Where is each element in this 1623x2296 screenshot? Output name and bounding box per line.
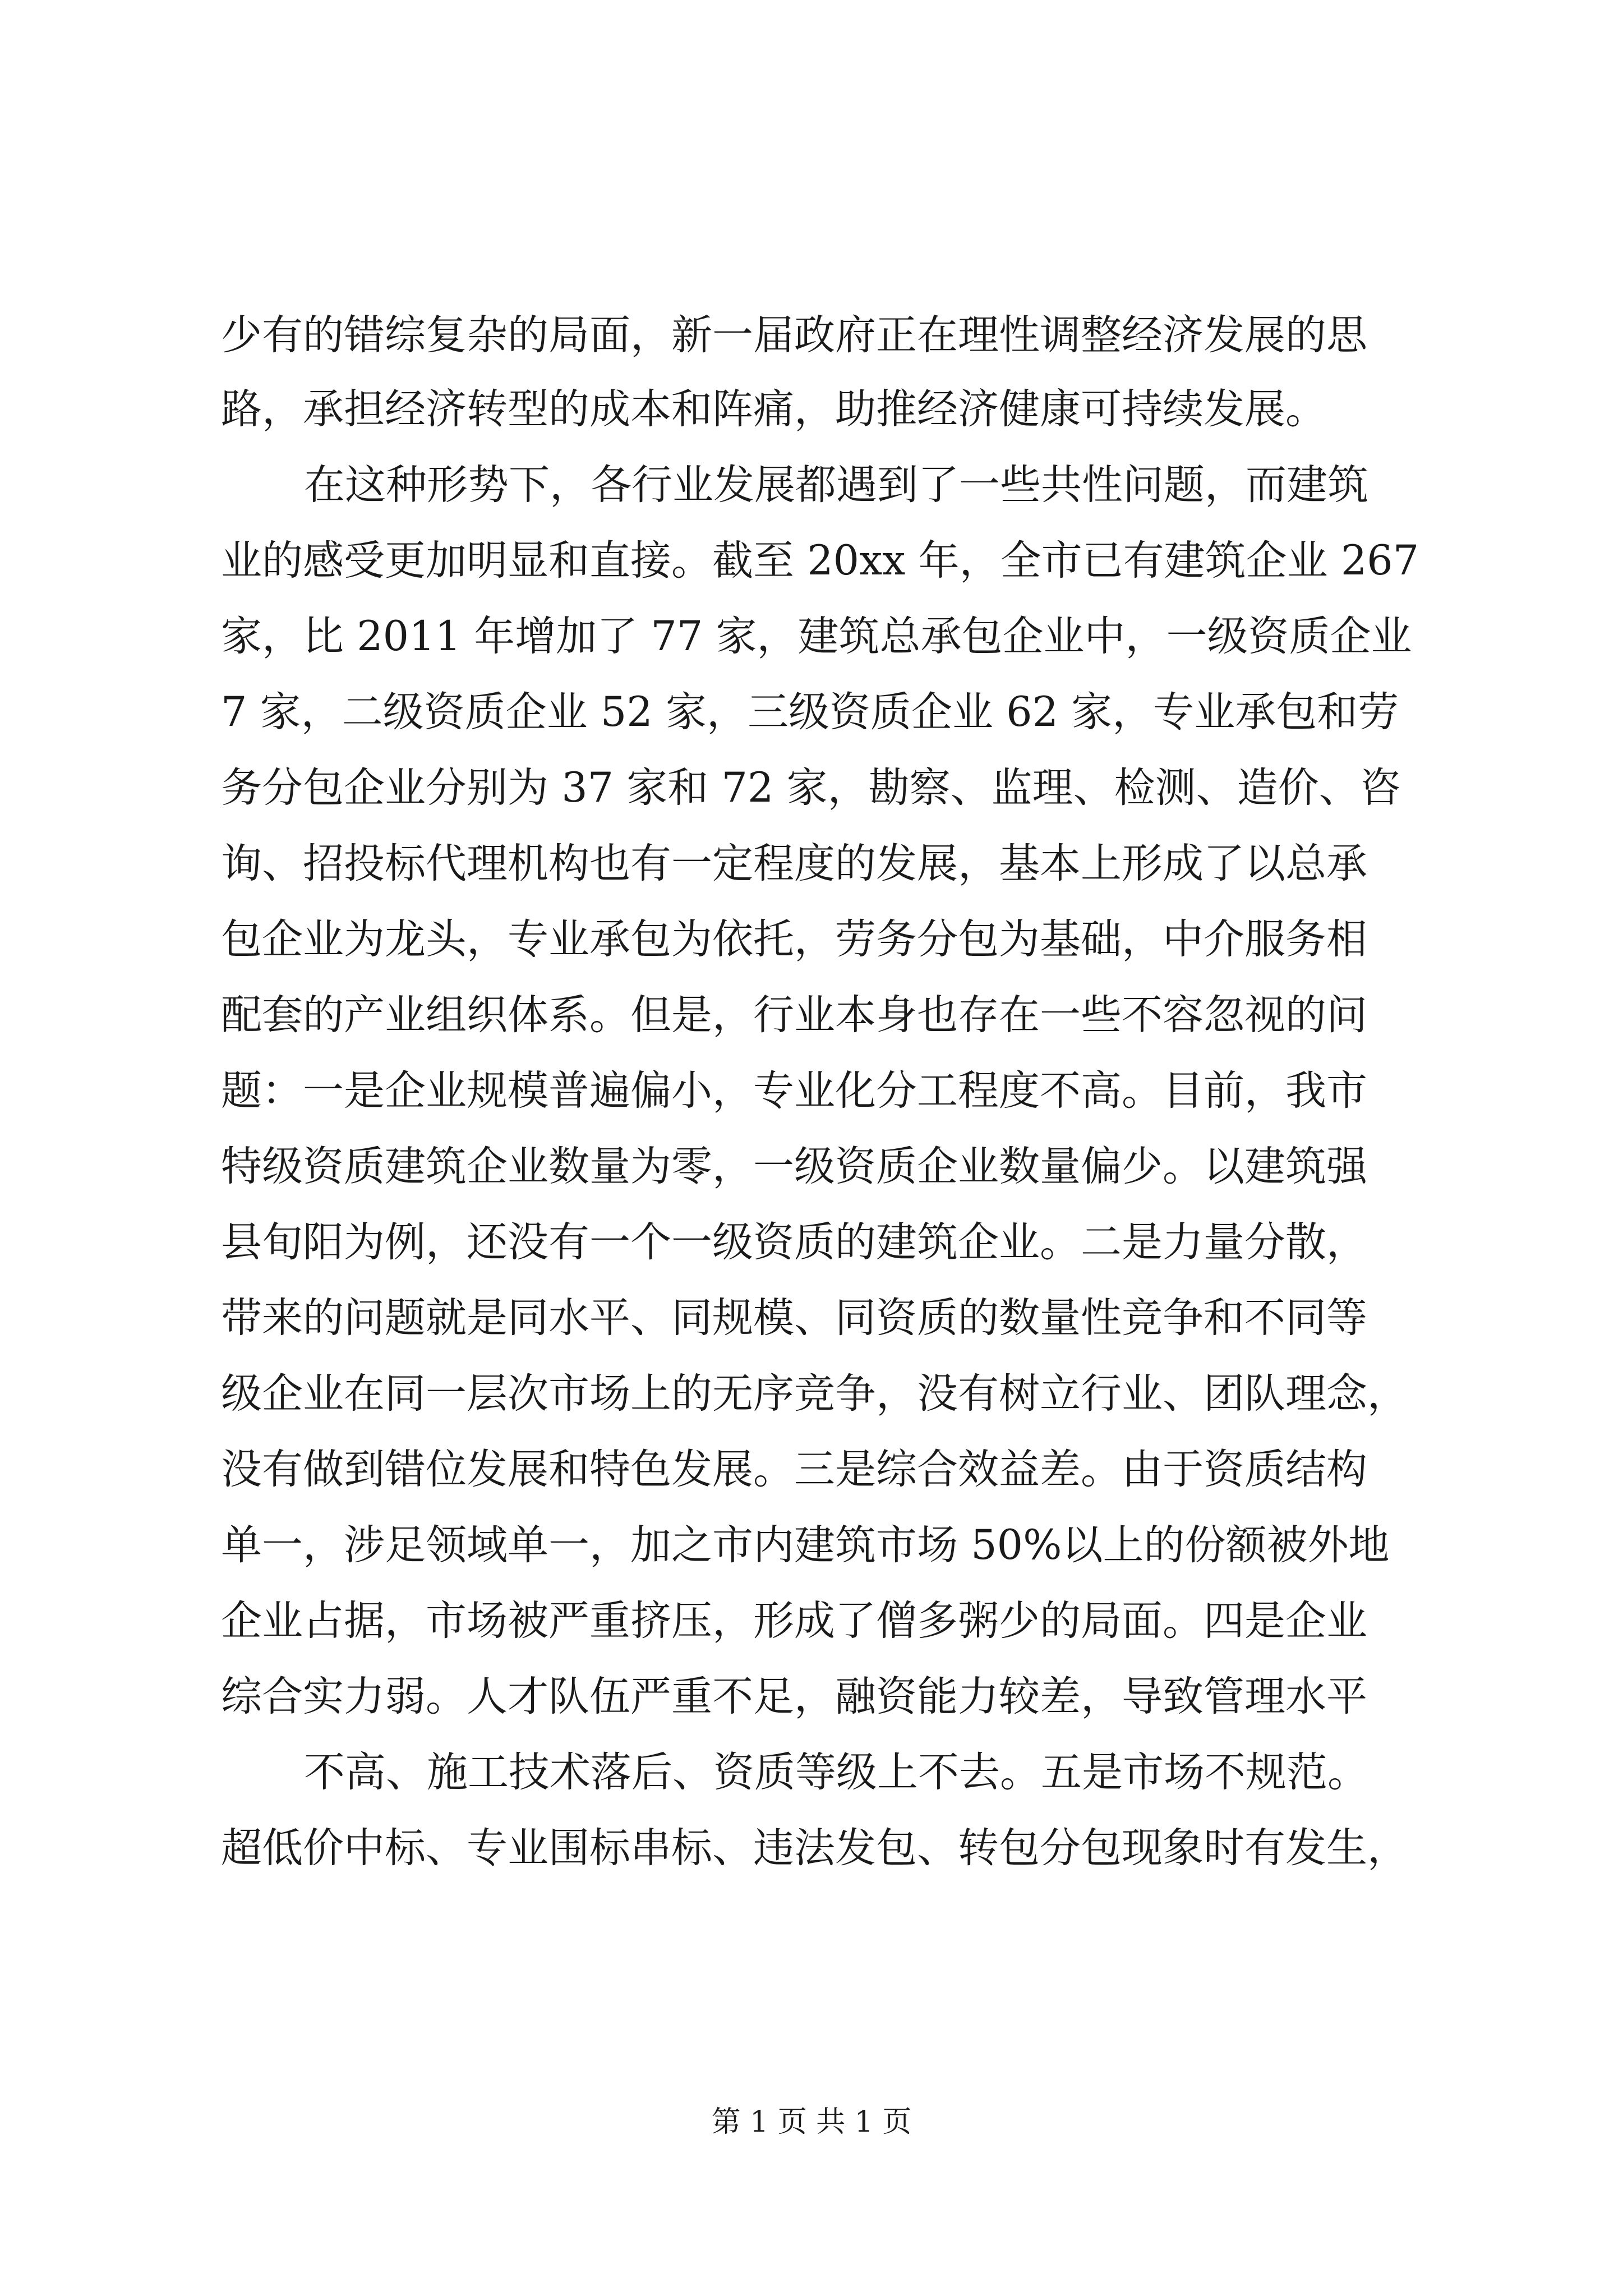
paragraph-start-line: 不高、施工技术落后、资质等级上不去。五是市场不规范。 <box>304 1749 1368 1796</box>
text-line: 级企业在同一层次市场上的无序竞争，没有树立行业、团队理念， <box>221 1370 1408 1418</box>
page-footer: 第 1 页 共 1 页 <box>711 2105 912 2139</box>
text-line: 家，比 2011 年增加了 77 家，建筑总承包企业中，一级资质企业 <box>221 613 1412 660</box>
text-line: 询、招投标代理机构也有一定程度的发展，基本上形成了以总承 <box>221 840 1367 887</box>
text-line: 路，承担经济转型的成本和阵痛，助推经济健康可持续发展。 <box>221 385 1326 433</box>
text-line: 包企业为龙头，专业承包为依托，劳务分包为基础，中介服务相 <box>221 915 1367 963</box>
text-line: 业的感受更加明显和直接。截至 20xx 年，全市已有建筑企业 267 <box>221 537 1419 585</box>
text-line: 县旬阳为例，还没有一个一级资质的建筑企业。二是力量分散， <box>221 1218 1367 1266</box>
text-line: 特级资质建筑企业数量为零，一级资质企业数量偏少。以建筑强 <box>221 1143 1367 1190</box>
text-line: 7 家，二级资质企业 52 家，三级资质企业 62 家，专业承包和劳 <box>221 688 1399 736</box>
paragraph-start-line: 在这种形势下，各行业发展都遇到了一些共性问题，而建筑 <box>304 461 1368 509</box>
text-line: 超低价中标、专业围标串标、违法发包、转包分包现象时有发生， <box>221 1824 1408 1872</box>
text-line: 企业占据，市场被严重挤压，形成了僧多粥少的局面。四是企业 <box>221 1597 1367 1645</box>
text-line: 配套的产业组织体系。但是，行业本身也存在一些不容忽视的问 <box>221 991 1367 1039</box>
text-line: 综合实力弱。人才队伍严重不足，融资能力较差，导致管理水平 <box>221 1673 1367 1720</box>
text-line: 务分包企业分别为 37 家和 72 家，勘察、监理、检测、造价、咨 <box>221 764 1401 812</box>
text-line: 题：一是企业规模普遍偏小，专业化分工程度不高。目前，我市 <box>221 1067 1367 1115</box>
text-line: 带来的问题就是同水平、同规模、同资质的数量性竞争和不同等 <box>221 1294 1367 1342</box>
text-line: 没有做到错位发展和特色发展。三是综合效益差。由于资质结构 <box>221 1446 1367 1493</box>
text-line: 单一，涉足领域单一，加之市内建筑市场 50%以上的份额被外地 <box>221 1521 1390 1569</box>
text-line: 少有的错综复杂的局面，新一届政府正在理性调整经济发展的思 <box>221 311 1367 359</box>
